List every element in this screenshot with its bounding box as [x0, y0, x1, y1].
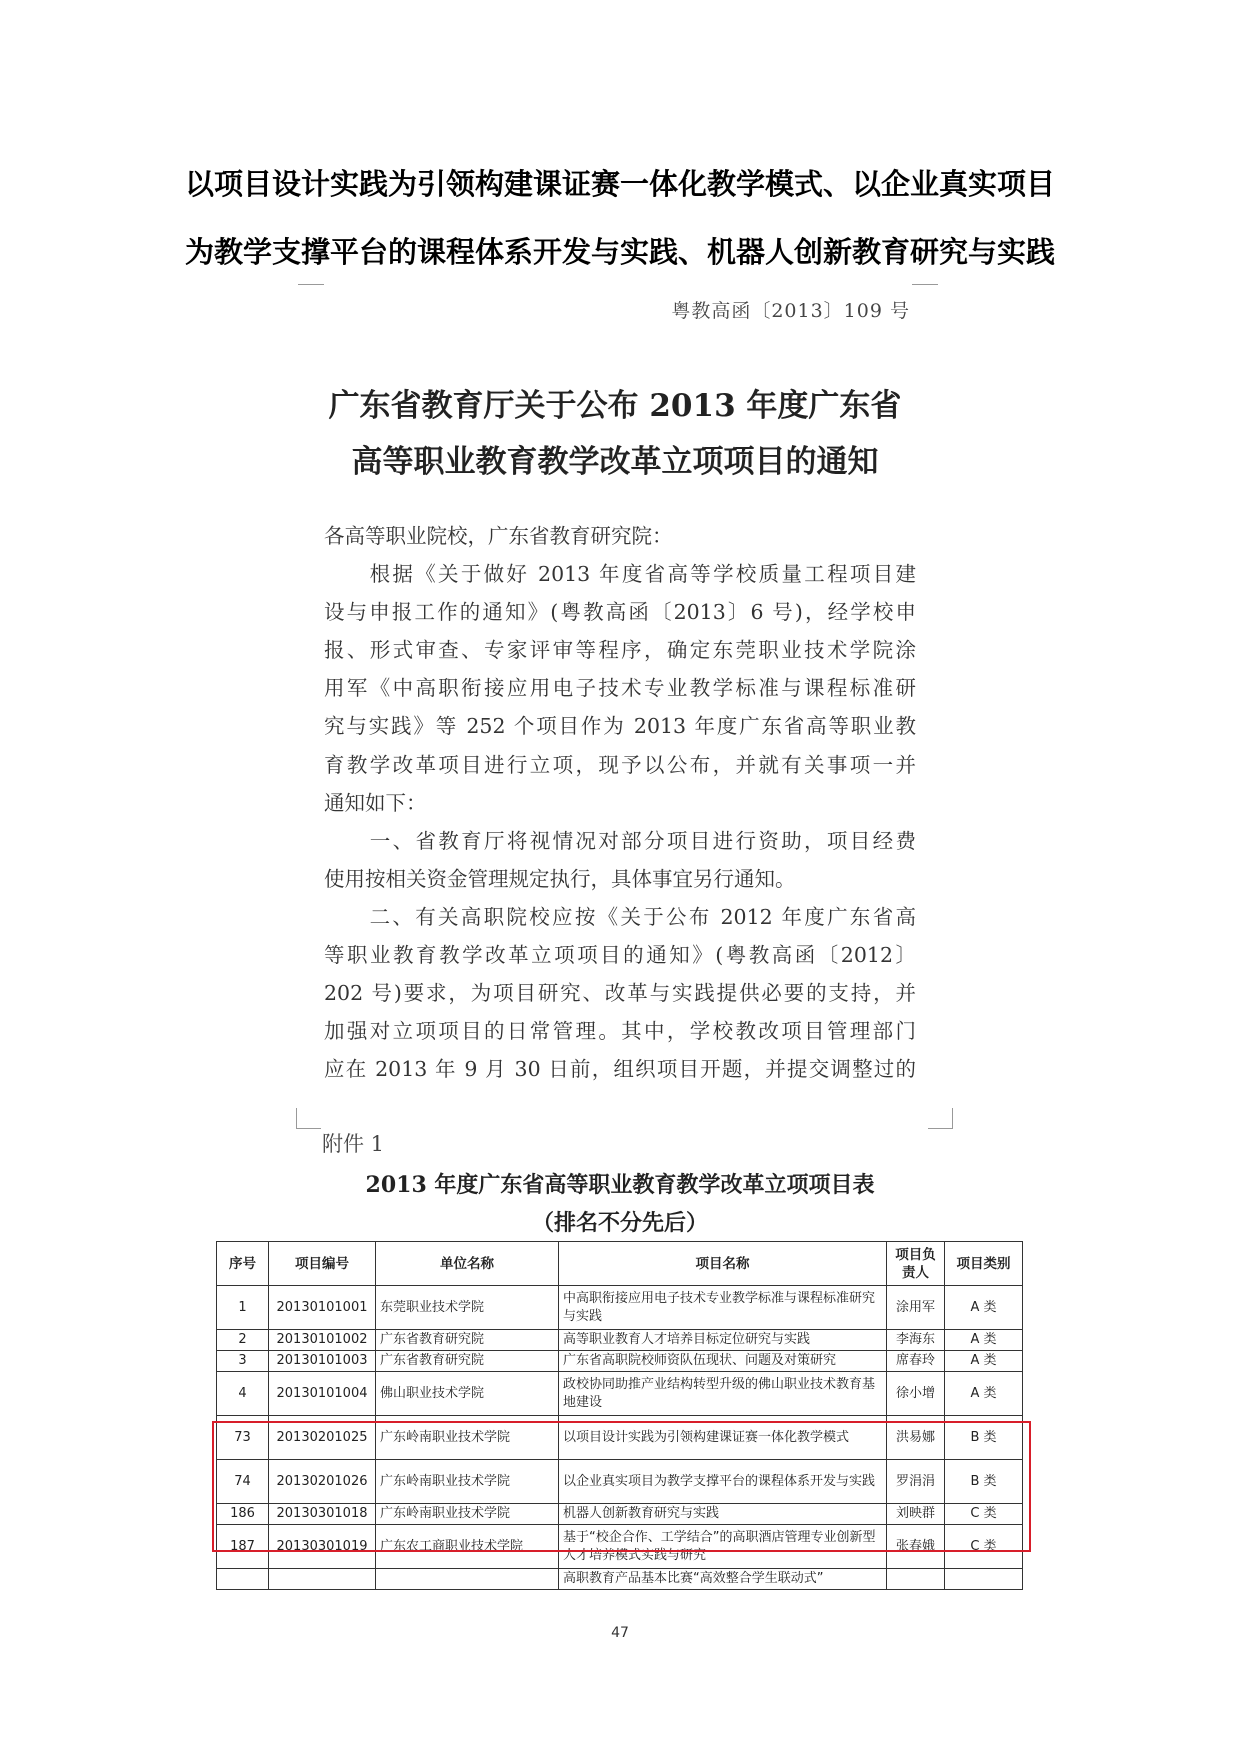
body-line: 202 号)要求，为项目研究、改革与实践提供必要的支持，并 — [324, 981, 916, 1006]
cell-project: 以企业真实项目为教学支撑平台的课程体系开发与实践 — [559, 1460, 887, 1504]
body-line: 使用按相关资金管理规定执行，具体事宜另行通知。 — [324, 866, 796, 891]
cell-code: 20130101002 — [269, 1330, 376, 1351]
table-title: 2013 年度广东省高等职业教育教学改革立项项目表 — [365, 1172, 875, 1198]
cell-leader: 李海东 — [887, 1330, 945, 1351]
cell-project: 政校协同助推产业结构转型升级的佛山职业技术教育基地建设 — [559, 1372, 887, 1416]
notice-title-line-1: 广东省教育厅关于公布 2013 年度广东省 — [328, 388, 902, 424]
table-row-partial — [217, 1569, 1023, 1590]
body-line: 等职业教育教学改革立项项目的通知》(粤教高函〔2012〕 — [324, 943, 916, 968]
body-line: 应在 2013 年 9 月 30 日前，组织项目开题，并提交调整过的 — [324, 1057, 916, 1082]
cell-code: 20130301018 — [269, 1504, 376, 1525]
cell-unit: 广东省教育研究院 — [376, 1351, 559, 1372]
cell-code: 20130101004 — [269, 1372, 376, 1416]
cell-seq: 4 — [217, 1372, 269, 1416]
header-category: 项目类别 — [945, 1242, 1023, 1286]
body-line: 一、省教育厅将视情况对部分项目进行资助，项目经费 — [324, 828, 916, 853]
body-line: 根据《关于做好 2013 年度省高等学校质量工程项目建 — [324, 562, 916, 587]
body-line: 加强对立项项目的日常管理。其中，学校教改项目管理部门 — [324, 1019, 916, 1044]
cell-leader: 罗涓涓 — [887, 1460, 945, 1504]
cell-code: 20130301019 — [269, 1525, 376, 1569]
table-row — [217, 1330, 1023, 1351]
body-line: 设与申报工作的通知》(粤教高函〔2013〕6 号)，经学校申 — [324, 600, 916, 625]
cell-unit: 广东岭南职业技术学院 — [376, 1460, 559, 1504]
header-seq: 序号 — [217, 1242, 269, 1286]
cell-leader: 洪易娜 — [887, 1416, 945, 1460]
body-line: 用军《中高职衔接应用电子技术专业教学标准与课程标准研 — [324, 676, 916, 701]
cell-seq: 187 — [217, 1525, 269, 1569]
cell-category: C 类 — [945, 1504, 1023, 1525]
cell-code: 20130201026 — [269, 1460, 376, 1504]
body-line: 育教学改革项目进行立项，现予以公布，并就有关事项一并 — [324, 752, 916, 777]
body-line: 各高等职业院校，广东省教育研究院： — [324, 524, 673, 548]
cell-unit: 佛山职业技术学院 — [376, 1372, 559, 1416]
cell-leader: 席春玲 — [887, 1351, 945, 1372]
cell-leader: 刘映群 — [887, 1504, 945, 1525]
cell-leader: 张春娥 — [887, 1525, 945, 1569]
header-leader: 项目负责人 — [887, 1242, 945, 1286]
cell-unit: 广东岭南职业技术学院 — [376, 1504, 559, 1525]
cell-project: 高等职业教育人才培养目标定位研究与实践 — [559, 1330, 887, 1351]
body-line: 究与实践》等 252 个项目作为 2013 年度广东省高等职业教 — [324, 714, 916, 739]
cell-project: 中高职衔接应用电子技术专业教学标准与课程标准研究与实践 — [559, 1286, 887, 1330]
cell-leader: 涂用军 — [887, 1286, 945, 1330]
document-number: 粤教高函〔2013〕109 号 — [671, 300, 910, 322]
cell-code: 20130201025 — [269, 1416, 376, 1460]
table-row — [217, 1351, 1023, 1372]
cell-project: 以项目设计实践为引领构建课证赛一体化教学模式 — [559, 1416, 887, 1460]
cell-category: B 类 — [945, 1460, 1023, 1504]
attachment-label: 附件 1 — [322, 1132, 385, 1156]
cell-leader: 徐小增 — [887, 1372, 945, 1416]
table-subtitle: （排名不分先后） — [531, 1210, 708, 1236]
cell-category: C 类 — [945, 1525, 1023, 1569]
cell-unit: 广东省教育研究院 — [376, 1330, 559, 1351]
crop-mark-top-left — [298, 272, 324, 285]
table-row — [217, 1372, 1023, 1416]
cell-unit: 广东农工商职业技术学院 — [376, 1525, 559, 1569]
notice-title-line-2: 高等职业教育教学改革立项项目的通知 — [351, 444, 879, 480]
cell-project: 基于“校企合作、工学结合”的高职酒店管理专业创新型人才培养模式实践与研究 — [559, 1525, 887, 1569]
cell-project: 高职教育产品基本比赛“高效整合学生联动式” — [559, 1569, 887, 1590]
cell-unit: 广东岭南职业技术学院 — [376, 1416, 559, 1460]
body-line: 通知如下： — [324, 790, 427, 815]
cell-seq: 186 — [217, 1504, 269, 1525]
highlight-box — [212, 1421, 1031, 1552]
page-heading-line-2: 为教学支撑平台的课程体系开发与实践、机器人创新教育研究与实践 — [184, 235, 1055, 269]
table-row — [217, 1286, 1023, 1330]
page-number: 47 — [611, 1625, 629, 1641]
cell-category: B 类 — [945, 1416, 1023, 1460]
cell-seq: 73 — [217, 1416, 269, 1460]
cell-category: A 类 — [945, 1330, 1023, 1351]
crop-mark-bottom-left — [296, 1108, 321, 1129]
body-line: 二、有关高职院校应按《关于公布 2012 年度广东省高 — [324, 904, 916, 929]
cell-seq: 3 — [217, 1351, 269, 1372]
cell-project: 广东省高职院校师资队伍现状、问题及对策研究 — [559, 1351, 887, 1372]
cell-category: A 类 — [945, 1351, 1023, 1372]
cell-seq: 2 — [217, 1330, 269, 1351]
header-project: 项目名称 — [559, 1242, 887, 1286]
cell-category: A 类 — [945, 1372, 1023, 1416]
header-code: 项目编号 — [269, 1242, 376, 1286]
cell-code: 20130101003 — [269, 1351, 376, 1372]
cell-project: 机器人创新教育研究与实践 — [559, 1504, 887, 1525]
body-line: 报、形式审查、专家评审等程序，确定东莞职业技术学院涂 — [324, 638, 916, 663]
crop-mark-bottom-right — [928, 1108, 953, 1129]
page-heading-line-1: 以项目设计实践为引领构建课证赛一体化教学模式、以企业真实项目 — [184, 167, 1055, 201]
cell-unit: 东莞职业技术学院 — [376, 1286, 559, 1330]
cell-seq: 1 — [217, 1286, 269, 1330]
notice-body — [324, 517, 916, 1088]
header-unit: 单位名称 — [376, 1242, 559, 1286]
table-crop-cover — [210, 1598, 1030, 1618]
cell-code: 20130101001 — [269, 1286, 376, 1330]
cell-category: A 类 — [945, 1286, 1023, 1330]
table-header-row — [217, 1242, 1023, 1286]
crop-mark-top-right — [912, 272, 938, 285]
cell-seq: 74 — [217, 1460, 269, 1504]
